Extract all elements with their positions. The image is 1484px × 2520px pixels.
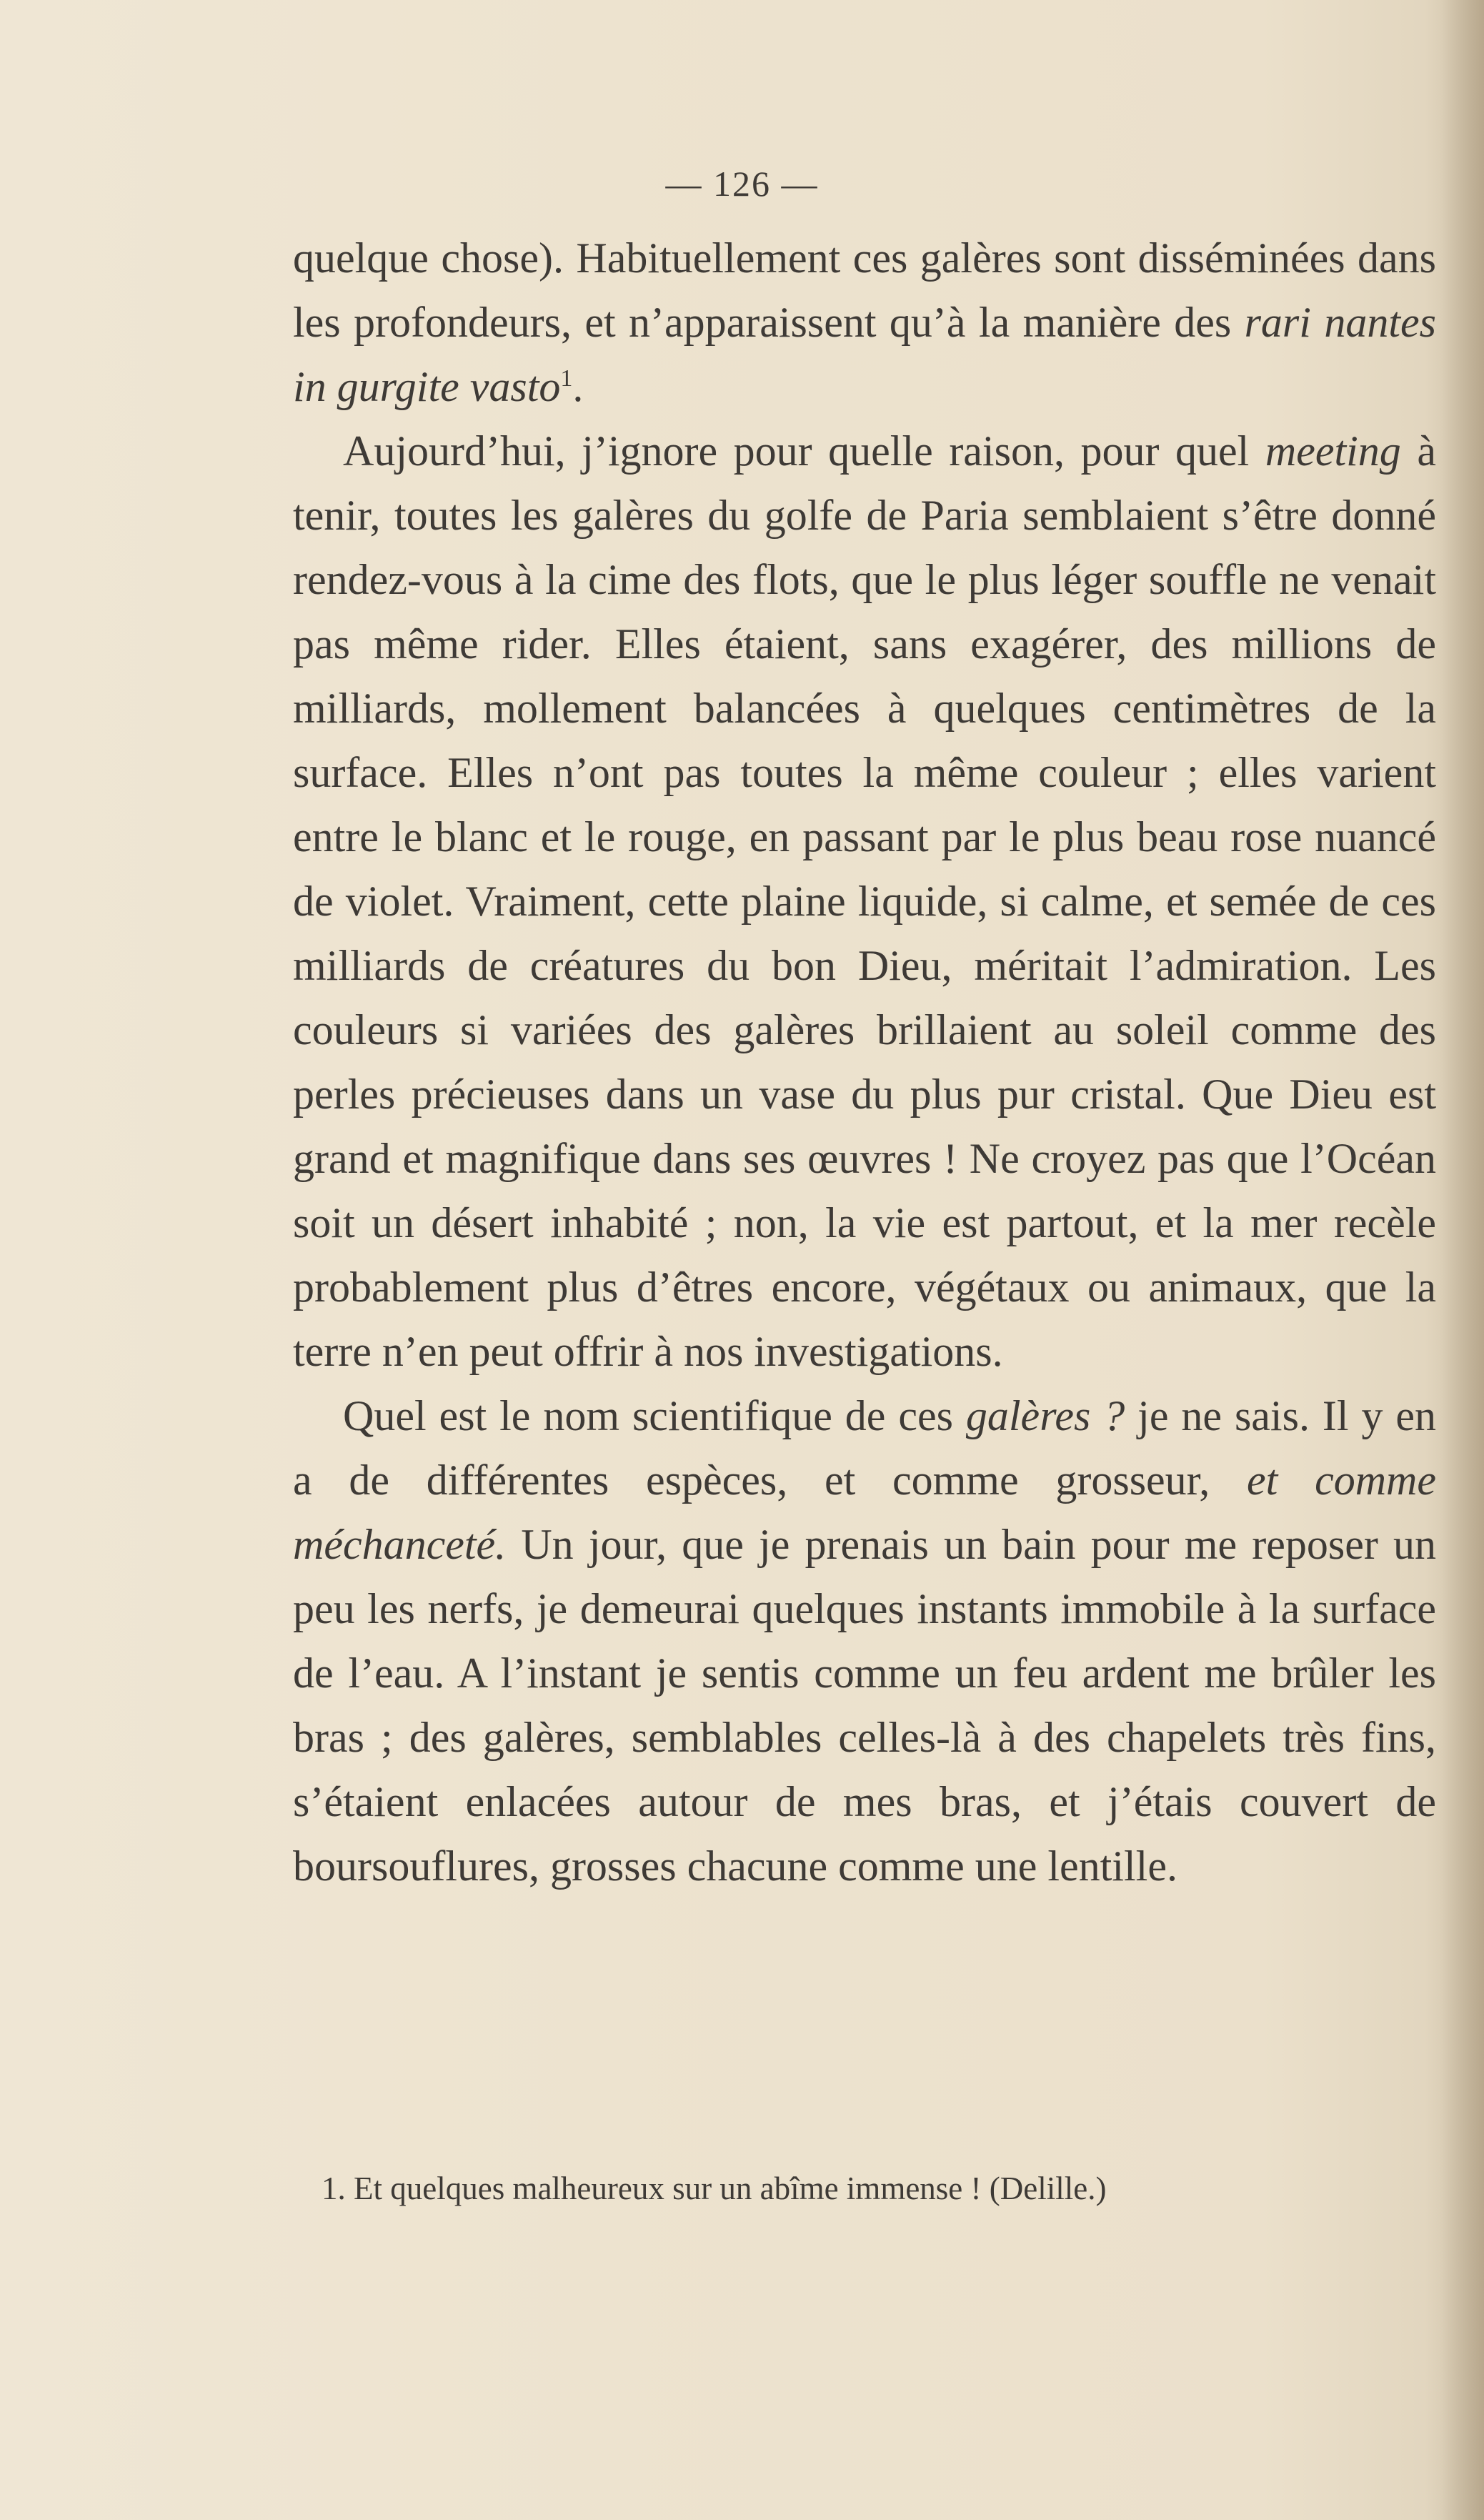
footnote: 1. Et quelques malheureux sur un abîme immense ! (Delille.) — [322, 2171, 1107, 2206]
text-run: quelque chose). Habituellement ces galères sont disséminées dans les profondeurs, et n’apparaissent qu’à la manière des — [293, 234, 1436, 346]
text-run: Quel est le nom scientifique de ces — [343, 1392, 966, 1439]
paragraph — [293, 419, 1436, 1384]
italic-text: et comme méchanceté. — [293, 1457, 1436, 1568]
paragraph — [293, 1384, 1436, 1898]
text-run: Aujourd’hui, j’ignore pour quelle raison, pour quel — [343, 427, 1265, 475]
italic-text: meeting — [1265, 427, 1401, 475]
italic-text: galères ? — [965, 1392, 1125, 1439]
text-run: je ne sais. Il y en a de différentes espèces, et comme grosseur, — [293, 1392, 1437, 1504]
page-edge-shadow — [1441, 0, 1484, 2520]
paragraph — [293, 226, 1436, 419]
page-number: — 126 — — [665, 164, 819, 204]
text-run: . — [572, 363, 584, 410]
italic-text: rari nantes in gurgite vasto — [293, 299, 1436, 410]
text-run: à tenir, toutes les galères du golfe de Paria semblaient s’être donné rendez-vous à la cime des flots, que le plus léger souffle ne venait pas même rider. Elles étaient, sans exagérer, des millions de milliards, mollement balancées à quelques centimètres de la surface. Elles n’ont pas toutes la même couleur ; elles varient entre le blanc et le rouge, en passant par le plus beau rose nuancé de violet. Vraiment, cette plaine liquide, si calme, et semée de ces milliards de créatures du bon Dieu, méritait l’admiration. Les couleurs si variées des galères brillaient au soleil comme des perles précieuses dans un vase du plus pur cristal. Que Dieu est grand et magnifique dans ses œuvres ! Ne croyez pas que l’Océan soit un désert inhabité ; non, la vie est partout, et la mer recèle probablement plus d’êtres encore, végétaux ou animaux, que la terre n’en peut offrir à nos investigations. — [293, 427, 1436, 1375]
text-run: Un jour, que je prenais un bain pour me reposer un peu les nerfs, je demeurai quelques instants immobile à la surface de l’eau. A l’instant je sentis comme un feu ardent me brûler les bras ; des galères, semblables celles-là à des chapelets très fins, s’étaient enlacées autour de mes bras, et j’étais couvert de boursouflures, grosses chacune comme une lentille. — [293, 1521, 1436, 1890]
body-text — [293, 226, 1436, 1898]
footnote-marker: 1 — [560, 365, 573, 392]
